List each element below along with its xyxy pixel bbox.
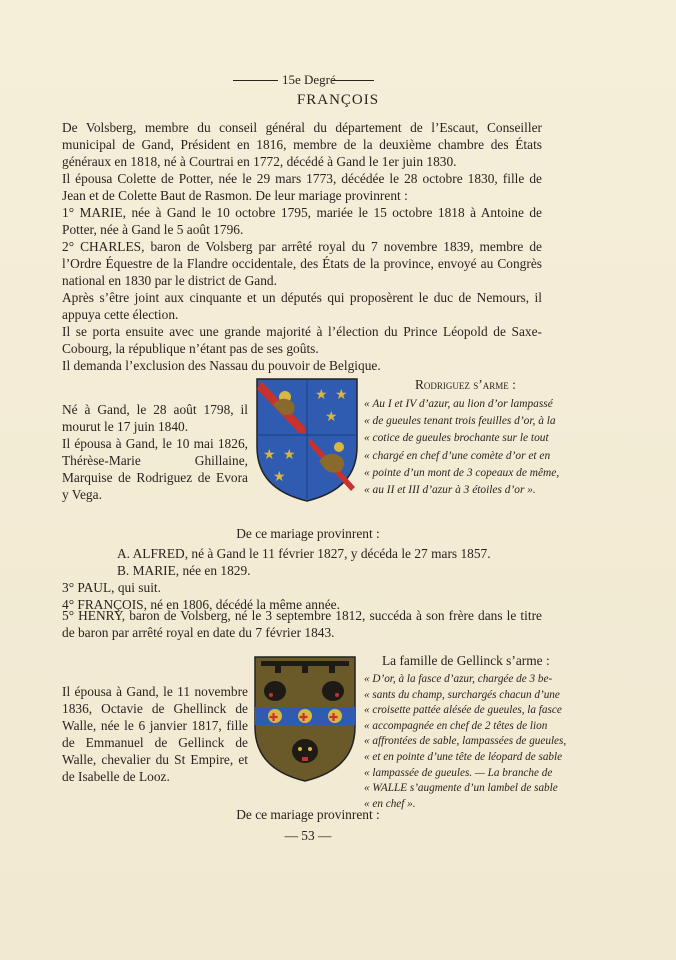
child-alfred: A. ALFRED, né à Gand le 11 février 1827, y décéda le 27 mars 1857.: [117, 546, 491, 561]
mariage-heading-1: De ce mariage provinrent :: [236, 526, 380, 541]
svg-text:✚: ✚: [269, 711, 279, 724]
gellinck-coat-of-arms: [253, 655, 357, 783]
child-marie: B. MARIE, née en 1829.: [117, 563, 251, 578]
blazon-line: « de gueules tenant trois feuilles d’or, à la: [364, 415, 556, 428]
blazon-line: « croisette pattée alésée de gueules, la fasce: [364, 704, 562, 717]
svg-text:★: ★: [283, 447, 296, 463]
svg-text:★: ★: [315, 387, 328, 403]
rodriguez-arms-blazon: [364, 396, 570, 499]
gellinck-marriage-text: Il épousa à Gand, le 11 novembre 1836, Octavie de Ghellinck de Walle, née le 6 janvier 1817, fille de Emmanuel de Gellinck de Walle, chevalier du St Empire, et de Isabelle de Looz.: [62, 684, 248, 784]
blazon-line: « lampassée de gueules. — La branche de: [364, 766, 553, 779]
svg-text:✚: ✚: [299, 711, 309, 724]
blazon-line: « pointe d’un mont de 3 copeaux de même,: [364, 466, 560, 479]
child-henry-text: 5° HENRY, baron de Volsberg, né le 3 septembre 1812, succéda à son frère dans le titre de baron par arrêté royal en date du 7 février 1843.: [62, 608, 542, 640]
gellinck-arms-title-text: La famille de Gellinck s’arme :: [382, 653, 550, 668]
svg-text:★: ★: [273, 469, 286, 485]
blazon-line: « en chef ».: [364, 797, 416, 810]
gellinck-arms-blazon: [364, 672, 572, 812]
rodriguez-birth-text: Né à Gand, le 28 août 1798, il mourut le 17 juin 1840.: [62, 402, 248, 434]
blazon-line: « chargé en chef d’une comète d’or et en: [364, 449, 551, 462]
intro-paragraph-1: De Volsberg, membre du conseil général du département de l’Escaut, Conseiller municipal de Gand, Président en 1816, membre de la deuxième chambre des États généraux en 1818, né à Courtrai en 1772, décédé à Gand le 1er juin 1830.: [62, 120, 542, 169]
blazon-line: « sants du champ, surchargés chacun d’une: [364, 688, 560, 701]
intro-paragraph-4: 2° CHARLES, baron de Volsberg par arrêté royal du 7 novembre 1839, membre de l’Ordre Équestre de la Flandre occidentale, des États de la province, envoyé au Congrès national en 1830 par le district de Gand.: [62, 239, 542, 288]
intro-paragraph-2: Il épousa Colette de Potter, née le 29 mars 1773, décédée le 28 octobre 1830, fille de Jean et de Colette Baut de Rasmon. De leur mariage provinrent :: [62, 171, 542, 203]
rodriguez-arms-title-text: Rodriguez s’arme :: [415, 377, 516, 392]
rodriguez-coat-of-arms: [255, 377, 359, 503]
degree-heading: 15e Degré: [282, 72, 336, 87]
person-name-title: FRANÇOIS: [296, 92, 380, 108]
header-rule-left: [233, 80, 278, 81]
intro-paragraph-3: 1° MARIE, née à Gand le 10 octobre 1795, mariée le 15 octobre 1818 à Antoine de Potter, née à Gand le 5 août 1796.: [62, 205, 542, 237]
child-henry: [62, 607, 542, 641]
rodriguez-marriage-text: Il épousa à Gand, le 10 mai 1826, Thérèse-Marie Ghillaine, Marquise de Rodriguez de Evora y Vega.: [62, 436, 248, 502]
svg-text:★: ★: [325, 409, 338, 425]
blazon-line: « et en pointe d’une tête de léopard de sable: [364, 750, 563, 763]
blazon-line: « D’or, à la fasce d’azur, chargée de 3 be-: [364, 673, 553, 685]
intro-paragraph-6: Il se porta ensuite avec une grande majorité à l’élection du Prince Léopold de Saxe-Cobourg, la république n’étant pas de ses goûts.: [62, 324, 542, 356]
blazon-line: « affrontées de sable, lampassées de gueules,: [364, 735, 567, 748]
child-paul: 3° PAUL, qui suit.: [62, 580, 161, 595]
blazon-line: « accompagnée en chef de 2 têtes de lion: [364, 719, 548, 732]
page-number: — 53 —: [284, 828, 332, 843]
gellinck-arms-title: [382, 652, 550, 669]
blazon-line: « WALLE s’augmente d’un lambel de sable: [364, 782, 558, 795]
mariage-heading-2: De ce mariage provinrent :: [236, 807, 380, 822]
svg-text:✚: ✚: [329, 711, 339, 724]
blazon-line: « au II et III d’azur à 3 étoiles d’or ».: [364, 484, 536, 497]
child-francois: 4° FRANÇOIS, né en 1806, décédé la même année.: [62, 597, 340, 612]
blazon-line: « Au I et IV d’azur, au lion d’or lampassé: [364, 398, 553, 410]
svg-text:★: ★: [335, 387, 348, 403]
rodriguez-arms-title: [415, 376, 516, 393]
intro-paragraph-5: Après s’être joint aux cinquante et un députés qui proposèrent le duc de Nemours, il appuya cette élection.: [62, 290, 542, 322]
svg-text:★: ★: [263, 447, 276, 463]
intro-paragraph-7: Il demanda l’exclusion des Nassau du pouvoir de Belgique.: [62, 358, 381, 373]
header-rule-right: [332, 80, 374, 81]
blazon-line: « cotice de gueules brochante sur le tout: [364, 432, 549, 445]
